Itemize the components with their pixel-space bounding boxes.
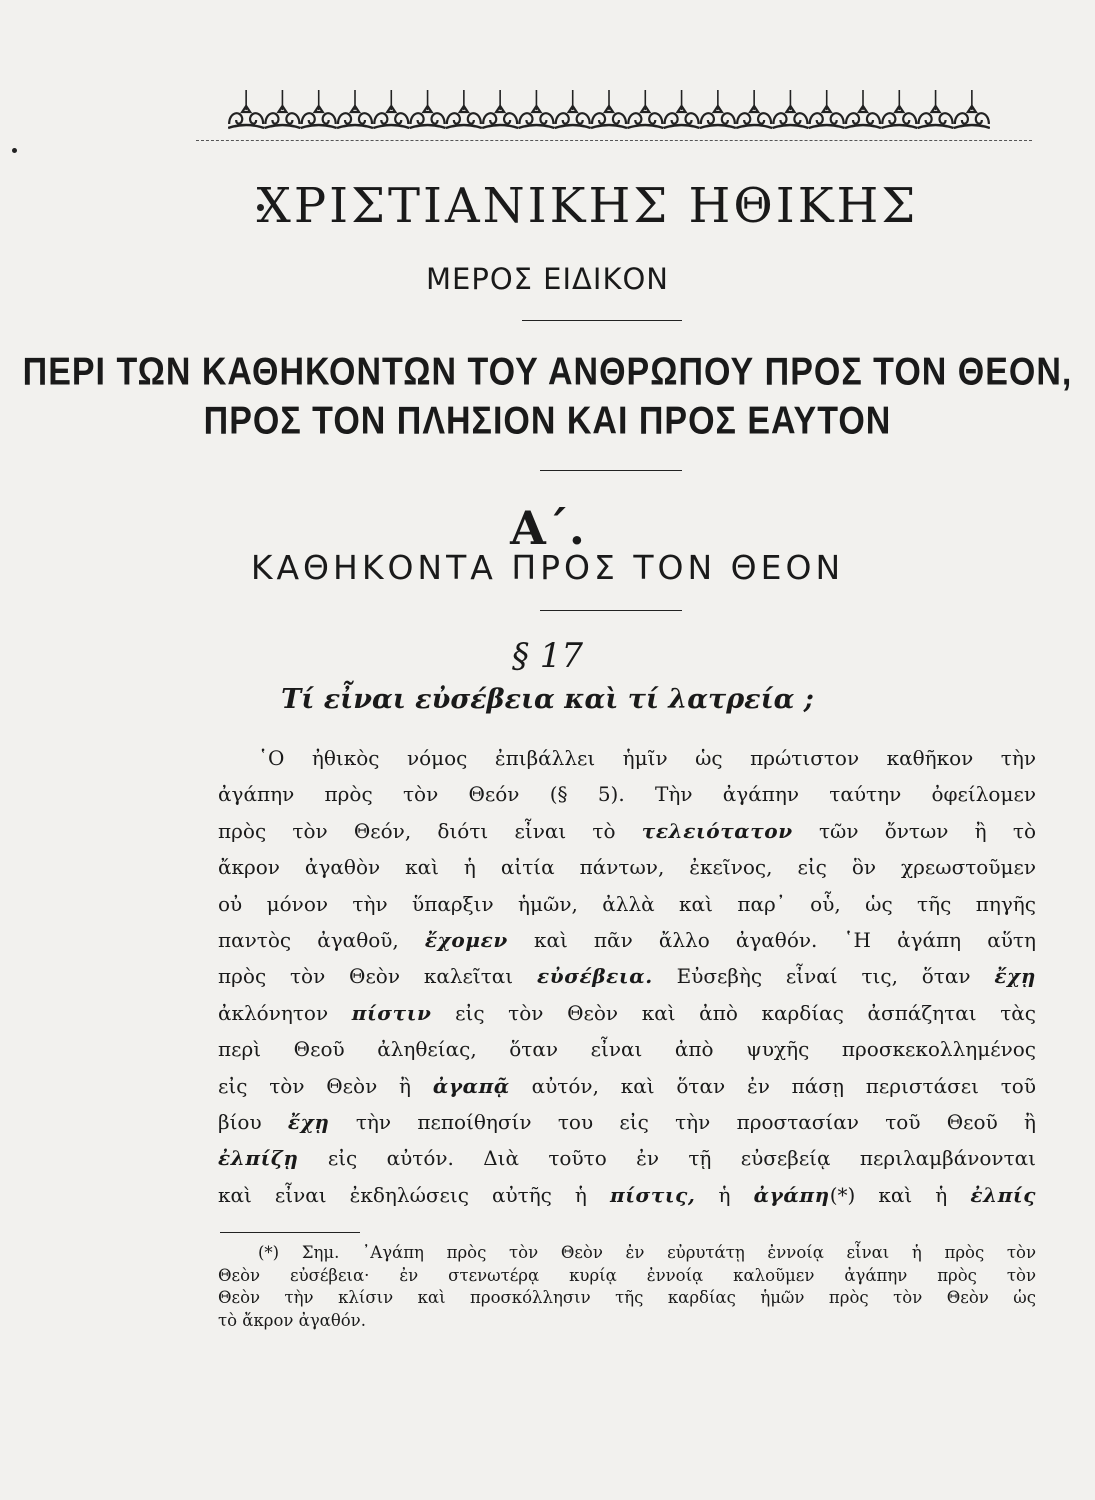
divider-rule-1 <box>522 320 682 321</box>
body-line: περὶ Θεοῦ ἀληθείας, ὅταν εἶναι ἀπὸ ψυχῆς προσκεκολλημένος <box>218 1037 1036 1062</box>
body-line: εἰς τὸν Θεὸν ἢ ἀγαπᾷ αὐτόν, καὶ ὅταν ἐν πάσῃ περιστάσει τοῦ <box>218 1073 1036 1098</box>
ornament-motif <box>772 90 808 128</box>
ornament-motif <box>373 90 409 128</box>
section-question: Τί εἶναι εὐσέβεια καὶ τί λατρεία ; <box>281 684 814 715</box>
body-line: ἄκρον ἀγαθὸν καὶ ἡ αἰτία πάντων, ἐκεῖνος, εἰς ὃν χρεωστοῦμεν <box>218 855 1036 880</box>
ornament-motif <box>591 90 627 128</box>
emphasized-word: εὐσέβεια. <box>536 964 653 989</box>
heading-line-2: ΠΡΟΣ ΤΟΝ ΠΛΗΣΙΟΝ ΚΑΙ ΠΡΟΣ ΕΑΥΤΟΝ <box>203 399 892 443</box>
ornament-motif <box>446 90 482 128</box>
body-line: καὶ εἶναι ἐκδηλώσεις αὐτῆς ἡ πίστις, ἡ ἀγάπη(*) καὶ ἡ ἐλπίς <box>218 1182 1036 1207</box>
margin-mark <box>12 148 17 153</box>
emphasized-word: ἔχῃ <box>287 1109 330 1134</box>
ornament-motif <box>337 90 373 128</box>
ornament-motif <box>410 90 446 128</box>
body-line: πρὸς τὸν Θεὸν καλεῖται εὐσέβεια. Εὐσεβὴς εἶναί τις, ὅταν ἔχῃ <box>218 964 1036 989</box>
emphasized-word: πίστιν <box>351 1000 432 1025</box>
emphasized-word: πίστις, <box>609 1182 696 1207</box>
ornament-motif <box>264 90 300 128</box>
emphasized-word: τελειότατον <box>641 818 793 843</box>
ornament-motif <box>482 90 518 128</box>
ornament-motif <box>845 90 881 128</box>
footnote-line: Θεὸν εὐσέβεια· ἐν στενωτέρᾳ κυρίᾳ ἐννοίᾳ καλοῦμεν ἀγάπην πρὸς τὸν <box>218 1265 1036 1285</box>
section-title: ΚΑΘΗΚΟΝΤΑ ΠΡΟΣ ΤΟΝ ΘΕΟΝ <box>250 548 845 587</box>
footnote <box>218 1242 1036 1332</box>
heading-line-1: ΠΕΡΙ ΤΩΝ ΚΑΘΗΚΟΝΤΩΝ ΤΟΥ ΑΝΘΡΩΠΟΥ ΠΡΟΣ ΤΟΝ ΘΕΟΝ, <box>22 350 1073 394</box>
ornament-motif <box>954 90 990 128</box>
ornament-motif <box>228 90 264 128</box>
emphasized-word: ἐλπίζῃ <box>218 1146 299 1171</box>
ornament-motif <box>700 90 736 128</box>
emphasized-word: ἀγαπᾷ <box>432 1073 510 1098</box>
emphasized-word: ἀγάπη <box>753 1182 830 1207</box>
ornament-motif <box>881 90 917 128</box>
footnote-rule <box>220 1232 360 1233</box>
ornament-motif <box>809 90 845 128</box>
paragraph-number: § 17 <box>511 636 584 676</box>
book-subtitle: ΜΕΡΟΣ ΕΙΔΙΚΟΝ <box>425 262 669 296</box>
divider-rule-3 <box>540 610 682 611</box>
body-line: οὐ μόνον τὴν ὕπαρξιν ἡμῶν, ἀλλὰ καὶ παρ᾽ οὗ, ὡς τῆς πηγῆς <box>218 891 1036 916</box>
body-line: παντὸς ἀγαθοῦ, ἔχομεν καὶ πᾶν ἄλλο ἀγαθόν. ῾Η ἀγάπη αὕτη <box>218 927 1036 952</box>
ornament-motif <box>555 90 591 128</box>
emphasized-word: ἐλπίς <box>970 1182 1036 1207</box>
book-title: ΧΡΙΣΤΙΑΝΙΚΗΣ ΗΘΙΚΗΣ <box>256 178 919 234</box>
ornament-motif <box>301 90 337 128</box>
body-line: βίου ἔχῃ τὴν πεποίθησίν του εἰς τὴν προστασίαν τοῦ Θεοῦ ἢ <box>218 1109 1037 1134</box>
ornament-motif <box>518 90 554 128</box>
section-letter: Α΄. <box>510 501 585 555</box>
emphasized-word: ἔχομεν <box>424 927 508 952</box>
ornament-motif <box>627 90 663 128</box>
footnote-line: (*) Σημ. ᾿Αγάπη πρὸς τὸν Θεὸν ἐν εὐρυτάτῃ ἐννοίᾳ εἶναι ἡ πρὸς τὸν <box>258 1243 1036 1262</box>
footnote-line: τὸ ἄκρον ἀγαθόν. <box>218 1310 366 1330</box>
ornament-pattern <box>228 86 990 134</box>
body-line: πρὸς τὸν Θεόν, διότι εἶναι τὸ τελειότατον τῶν ὄντων ἢ τὸ <box>218 818 1037 843</box>
body-line: ἐλπίζῃ εἰς αὐτόν. Διὰ τοῦτο ἐν τῇ εὐσεβείᾳ περιλαμβάνονται <box>218 1146 1036 1171</box>
ornament-motif <box>664 90 700 128</box>
footnote-line: Θεὸν τὴν κλίσιν καὶ προσκόλλησιν τῆς καρδίας ἡμῶν πρὸς τὸν Θεὸν ὡς <box>218 1288 1036 1308</box>
ornament-motif <box>736 90 772 128</box>
divider-rule-2 <box>540 470 682 471</box>
ornament-motif <box>918 90 954 128</box>
body-line: ἀγάπην πρὸς τὸν Θεόν (§ 5). Τὴν ἀγάπην ταύτην ὀφείλομεν <box>218 782 1036 807</box>
body-text <box>218 740 1036 1213</box>
body-line: ἀκλόνητον πίστιν εἰς τὸν Θεὸν καὶ ἀπὸ καρδίας ἀσπάζηται τὰς <box>218 1000 1036 1025</box>
body-line: ῾Ο ἠθικὸς νόμος ἐπιβάλλει ἡμῖν ὡς πρώτιστον καθῆκον τὴν <box>258 746 1036 770</box>
header-dashed-rule <box>196 140 1032 141</box>
ornamental-header-band <box>228 86 990 134</box>
emphasized-word: ἔχῃ <box>994 964 1036 989</box>
